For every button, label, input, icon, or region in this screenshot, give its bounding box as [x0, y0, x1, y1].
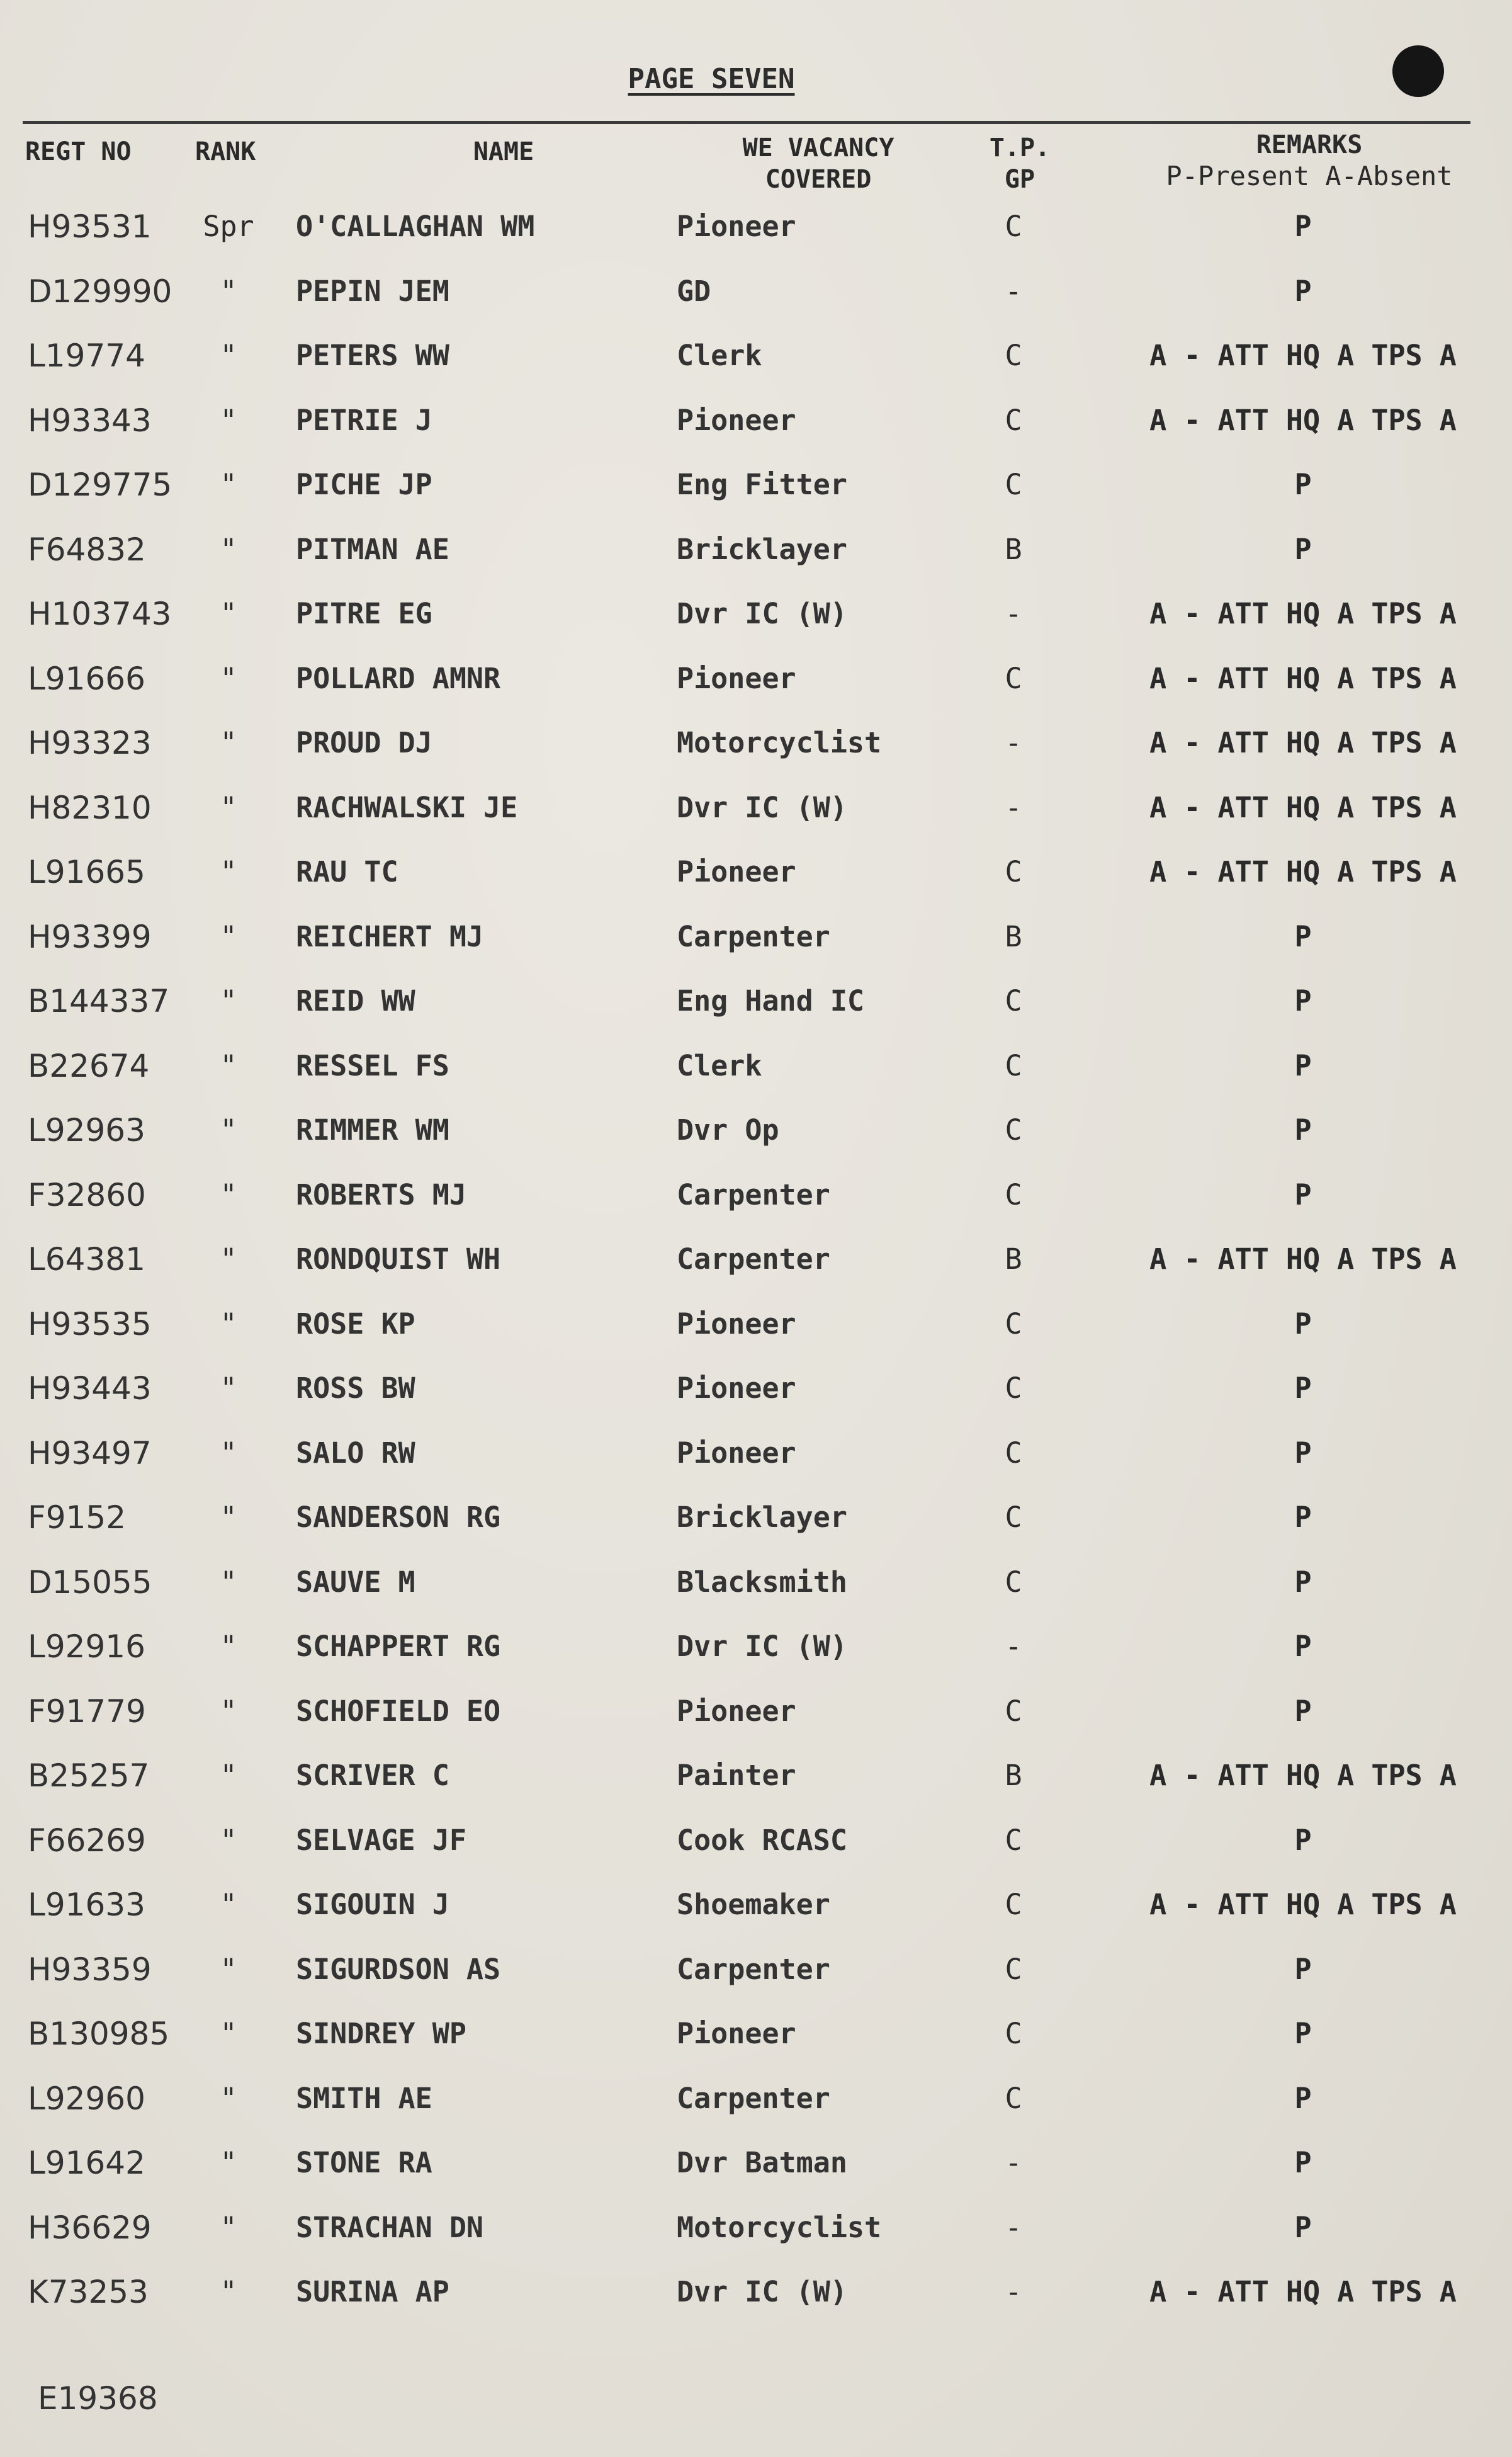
name-cell: STRACHAN DN [296, 2211, 484, 2244]
name-cell: ROSE KP [296, 1307, 415, 1341]
vacancy-cell: Eng Hand IC [677, 984, 865, 1018]
name-cell: RESSEL FS [296, 1049, 449, 1082]
vacancy-cell: Bricklayer [677, 1501, 847, 1534]
name-cell: RACHWALSKI JE [296, 791, 518, 824]
name-cell: ROBERTS MJ [296, 1178, 466, 1211]
vacancy-cell: Cook RCASC [677, 1824, 847, 1857]
remarks-cell: P [1294, 1307, 1312, 1341]
remarks-cell: P [1294, 2146, 1312, 2179]
tp-gp-cell: C [1005, 2017, 1022, 2050]
vacancy-cell: Pioneer [677, 2017, 796, 2050]
table-row [0, 660, 1512, 724]
name-cell: PROUD DJ [296, 726, 432, 759]
table-row [0, 918, 1512, 982]
name-cell: SALO RW [296, 1436, 415, 1470]
table-row [0, 1305, 1512, 1370]
table-row [0, 1628, 1512, 1692]
table-row [0, 1757, 1512, 1821]
vacancy-cell: Pioneer [677, 1307, 796, 1341]
tp-gp-cell: - [1005, 275, 1022, 308]
remarks-cell: A - ATT HQ A TPS A [1149, 404, 1457, 437]
regt-no-cell: B144337 [28, 983, 170, 1019]
name-cell: PITRE EG [296, 597, 432, 630]
name-cell: SINDREY WP [296, 2017, 466, 2050]
regt-no-cell: H93497 [28, 1435, 152, 1472]
name-cell: REICHERT MJ [296, 920, 484, 953]
regt-no-cell: L92960 [28, 2080, 145, 2117]
regt-no-cell: F9152 [28, 1499, 127, 1536]
name-cell: SIGURDSON AS [296, 1953, 501, 1986]
header-rule [23, 121, 1470, 124]
table-row [0, 1693, 1512, 1757]
rank-cell: " [220, 1307, 237, 1341]
remarks-cell: P [1294, 1501, 1312, 1534]
rank-cell: " [220, 1436, 237, 1470]
tp-gp-cell: C [1005, 1113, 1022, 1147]
regt-no-cell: H36629 [28, 2210, 152, 2246]
table-row [0, 1822, 1512, 1886]
name-cell: SELVAGE JF [296, 1824, 466, 1857]
rank-cell: " [220, 1242, 237, 1276]
rank-cell: " [220, 2082, 237, 2115]
remarks-cell: P [1294, 1178, 1312, 1211]
regt-no-cell: H93343 [28, 402, 152, 439]
tp-gp-cell: C [1005, 1953, 1022, 1986]
tp-gp-cell: - [1005, 2211, 1022, 2244]
vacancy-cell: Dvr IC (W) [677, 1630, 847, 1663]
remarks-cell: A - ATT HQ A TPS A [1149, 791, 1457, 824]
vacancy-cell: Pioneer [677, 1436, 796, 1470]
rank-cell: " [220, 1759, 237, 1792]
vacancy-cell: Pioneer [677, 662, 796, 695]
regt-no-cell: H103743 [28, 596, 172, 632]
vacancy-cell: Dvr IC (W) [677, 597, 847, 630]
name-cell: ROSS BW [296, 1371, 415, 1405]
rank-cell: " [220, 533, 237, 566]
table-row [0, 2144, 1512, 2208]
rank-cell: Spr [203, 210, 254, 243]
remarks-cell: P [1294, 1436, 1312, 1470]
rank-cell: " [220, 1824, 237, 1857]
remarks-cell: P [1294, 210, 1312, 243]
name-cell: SANDERSON RG [296, 1501, 501, 1534]
tp-gp-cell: - [1005, 726, 1022, 759]
regt-no-cell: F91779 [28, 1693, 146, 1730]
header-regt-no: REGT NO [25, 137, 132, 166]
vacancy-cell: Dvr Op [677, 1113, 779, 1147]
tp-gp-cell: C [1005, 1178, 1022, 1211]
table-row [0, 2273, 1512, 2337]
header-vacancy [686, 132, 951, 195]
vacancy-cell: Dvr IC (W) [677, 791, 847, 824]
tp-gp-cell: C [1005, 210, 1022, 243]
regt-no-cell: L91665 [28, 854, 145, 890]
rank-cell: " [220, 597, 237, 630]
vacancy-cell: Pioneer [677, 1371, 796, 1405]
vacancy-cell: Eng Fitter [677, 468, 847, 501]
remarks-cell: P [1294, 1113, 1312, 1147]
regt-no-cell: H93443 [28, 1370, 152, 1407]
name-cell: PETRIE J [296, 404, 432, 437]
rank-cell: " [220, 1049, 237, 1082]
remarks-cell: A - ATT HQ A TPS A [1149, 1242, 1457, 1276]
name-cell: SURINA AP [296, 2275, 449, 2308]
rank-cell: " [220, 1371, 237, 1405]
regt-no-cell: H93531 [28, 208, 152, 245]
regt-no-cell: L91642 [28, 2145, 145, 2181]
table-row [0, 853, 1512, 917]
rank-cell: " [220, 662, 237, 695]
remarks-cell: P [1294, 1565, 1312, 1599]
header-vacancy-line1: WE VACANCY [742, 133, 894, 162]
regt-no-cell: F66269 [28, 1822, 146, 1859]
rank-cell: " [220, 1113, 237, 1147]
vacancy-cell: Carpenter [677, 1953, 830, 1986]
header-vacancy-line2: COVERED [765, 165, 872, 194]
table-row [0, 531, 1512, 595]
table-row [0, 1111, 1512, 1176]
regt-no-cell: F64832 [28, 531, 146, 568]
tp-gp-cell: C [1005, 1565, 1022, 1599]
tp-gp-cell: C [1005, 468, 1022, 501]
remarks-cell: P [1294, 2017, 1312, 2050]
regt-no-cell: D15055 [28, 1564, 152, 1601]
regt-no-cell: L64381 [28, 1241, 145, 1278]
name-cell: SCHAPPERT RG [296, 1630, 501, 1663]
name-cell: PICHE JP [296, 468, 432, 501]
vacancy-cell: Clerk [677, 339, 762, 372]
vacancy-cell: Carpenter [677, 920, 830, 953]
footer-code: E19368 [38, 2380, 158, 2417]
rank-cell: " [220, 1888, 237, 1921]
table-row [0, 402, 1512, 466]
vacancy-cell: Pioneer [677, 855, 796, 888]
rank-cell: " [220, 404, 237, 437]
vacancy-cell: Dvr Batman [677, 2146, 847, 2179]
table-row [0, 1176, 1512, 1240]
name-cell: REID WW [296, 984, 415, 1018]
regt-no-cell: H93323 [28, 725, 152, 761]
rank-cell: " [220, 984, 237, 1018]
vacancy-cell: Pioneer [677, 1694, 796, 1728]
tp-gp-cell: B [1005, 1242, 1022, 1276]
vacancy-cell: Motorcyclist [677, 726, 882, 759]
rank-cell: " [220, 275, 237, 308]
tp-gp-cell: C [1005, 1501, 1022, 1534]
vacancy-cell: Carpenter [677, 1178, 830, 1211]
remarks-cell: A - ATT HQ A TPS A [1149, 726, 1457, 759]
regt-no-cell: H93399 [28, 919, 152, 955]
name-cell: SCRIVER C [296, 1759, 449, 1792]
vacancy-cell: Bricklayer [677, 533, 847, 566]
page-title: PAGE SEVEN [628, 63, 795, 95]
punch-hole [1392, 45, 1444, 97]
table-row [0, 1047, 1512, 1111]
remarks-cell: P [1294, 533, 1312, 566]
header-tp-line2: GP [1004, 165, 1035, 194]
table-row [0, 2080, 1512, 2144]
header-tp-line1: T.P. [989, 133, 1051, 162]
name-cell: POLLARD AMNR [296, 662, 501, 695]
table-row [0, 724, 1512, 788]
header-rank: RANK [195, 137, 256, 166]
vacancy-cell: Pioneer [677, 210, 796, 243]
remarks-cell: P [1294, 1953, 1312, 1986]
remarks-cell: P [1294, 1694, 1312, 1728]
table-row [0, 982, 1512, 1047]
vacancy-cell: Painter [677, 1759, 796, 1792]
table-row [0, 1499, 1512, 1563]
vacancy-cell: GD [677, 275, 711, 308]
remarks-cell: P [1294, 2082, 1312, 2115]
rank-cell: " [220, 726, 237, 759]
table-row [0, 1886, 1512, 1950]
vacancy-cell: Motorcyclist [677, 2211, 882, 2244]
rank-cell: " [220, 2146, 237, 2179]
tp-gp-cell: C [1005, 984, 1022, 1018]
name-cell: SCHOFIELD EO [296, 1694, 501, 1728]
remarks-cell: P [1294, 1049, 1312, 1082]
regt-no-cell: L91666 [28, 661, 145, 697]
rank-cell: " [220, 1694, 237, 1728]
regt-no-cell: L91633 [28, 1887, 145, 1923]
header-remarks-line2: P-Present A-Absent [1166, 161, 1453, 191]
rank-cell: " [220, 791, 237, 824]
name-cell: PITMAN AE [296, 533, 449, 566]
regt-no-cell: H93535 [28, 1306, 152, 1342]
table-row [0, 1951, 1512, 2015]
remarks-cell: A - ATT HQ A TPS A [1149, 855, 1457, 888]
table-row [0, 337, 1512, 401]
tp-gp-cell: B [1005, 533, 1022, 566]
tp-gp-cell: C [1005, 1049, 1022, 1082]
regt-no-cell: D129775 [28, 467, 172, 503]
name-cell: SMITH AE [296, 2082, 432, 2115]
tp-gp-cell: C [1005, 1694, 1022, 1728]
table-row [0, 1370, 1512, 1434]
tp-gp-cell: B [1005, 1759, 1022, 1792]
vacancy-cell: Pioneer [677, 404, 796, 437]
vacancy-cell: Blacksmith [677, 1565, 847, 1599]
table-row [0, 595, 1512, 659]
name-cell: SIGOUIN J [296, 1888, 449, 1921]
tp-gp-cell: C [1005, 662, 1022, 695]
header-remarks [1120, 129, 1498, 192]
table-row [0, 789, 1512, 853]
regt-no-cell: F32860 [28, 1177, 146, 1213]
regt-no-cell: H82310 [28, 790, 152, 826]
table-row [0, 1434, 1512, 1499]
vacancy-cell: Carpenter [677, 2082, 830, 2115]
tp-gp-cell: C [1005, 1436, 1022, 1470]
tp-gp-cell: - [1005, 2275, 1022, 2308]
regt-no-cell: B22674 [28, 1048, 150, 1084]
tp-gp-cell: C [1005, 1888, 1022, 1921]
remarks-cell: A - ATT HQ A TPS A [1149, 339, 1457, 372]
name-cell: STONE RA [296, 2146, 432, 2179]
tp-gp-cell: B [1005, 920, 1022, 953]
remarks-cell: A - ATT HQ A TPS A [1149, 1759, 1457, 1792]
name-cell: RAU TC [296, 855, 398, 888]
tp-gp-cell: C [1005, 1371, 1022, 1405]
rank-cell: " [220, 468, 237, 501]
name-cell: PEPIN JEM [296, 275, 449, 308]
header-remarks-line1: REMARKS [1256, 130, 1363, 159]
remarks-cell: P [1294, 275, 1312, 308]
table-row [0, 2015, 1512, 2079]
name-cell: SAUVE M [296, 1565, 415, 1599]
tp-gp-cell: - [1005, 597, 1022, 630]
rank-cell: " [220, 2017, 237, 2050]
rank-cell: " [220, 1178, 237, 1211]
remarks-cell: P [1294, 920, 1312, 953]
remarks-cell: P [1294, 468, 1312, 501]
tp-gp-cell: C [1005, 1824, 1022, 1857]
regt-no-cell: L92963 [28, 1112, 145, 1149]
remarks-cell: A - ATT HQ A TPS A [1149, 662, 1457, 695]
header-name: NAME [473, 137, 534, 166]
table-row [0, 273, 1512, 337]
rank-cell: " [220, 1630, 237, 1663]
tp-gp-cell: - [1005, 791, 1022, 824]
regt-no-cell: B130985 [28, 2016, 170, 2052]
vacancy-cell: Carpenter [677, 1242, 830, 1276]
name-cell: O'CALLAGHAN WM [296, 210, 535, 243]
remarks-cell: A - ATT HQ A TPS A [1149, 2275, 1457, 2308]
regt-no-cell: L92916 [28, 1628, 145, 1665]
remarks-cell: A - ATT HQ A TPS A [1149, 597, 1457, 630]
rank-cell: " [220, 855, 237, 888]
tp-gp-cell: C [1005, 339, 1022, 372]
vacancy-cell: Clerk [677, 1049, 762, 1082]
regt-no-cell: B25257 [28, 1757, 150, 1794]
tp-gp-cell: - [1005, 2146, 1022, 2179]
name-cell: RONDQUIST WH [296, 1242, 501, 1276]
tp-gp-cell: C [1005, 855, 1022, 888]
table-row [0, 2209, 1512, 2273]
regt-no-cell: D129990 [28, 273, 172, 310]
table-row [0, 1240, 1512, 1305]
rank-cell: " [220, 920, 237, 953]
table-row [0, 466, 1512, 530]
tp-gp-cell: C [1005, 2082, 1022, 2115]
rank-cell: " [220, 1565, 237, 1599]
vacancy-cell: Dvr IC (W) [677, 2275, 847, 2308]
regt-no-cell: H93359 [28, 1951, 152, 1988]
remarks-cell: P [1294, 1630, 1312, 1663]
regt-no-cell: K73253 [28, 2274, 149, 2310]
remarks-cell: A - ATT HQ A TPS A [1149, 1888, 1457, 1921]
remarks-cell: P [1294, 1371, 1312, 1405]
name-cell: PETERS WW [296, 339, 449, 372]
remarks-cell: P [1294, 2211, 1312, 2244]
rank-cell: " [220, 2211, 237, 2244]
rank-cell: " [220, 339, 237, 372]
tp-gp-cell: - [1005, 1630, 1022, 1663]
rank-cell: " [220, 1501, 237, 1534]
regt-no-cell: L19774 [28, 338, 145, 374]
tp-gp-cell: C [1005, 404, 1022, 437]
rank-cell: " [220, 1953, 237, 1986]
name-cell: RIMMER WM [296, 1113, 449, 1147]
remarks-cell: P [1294, 984, 1312, 1018]
table-row [0, 208, 1512, 272]
vacancy-cell: Shoemaker [677, 1888, 830, 1921]
table-row [0, 1563, 1512, 1628]
header-tp-gp [973, 132, 1067, 195]
rank-cell: " [220, 2275, 237, 2308]
tp-gp-cell: C [1005, 1307, 1022, 1341]
remarks-cell: P [1294, 1824, 1312, 1857]
